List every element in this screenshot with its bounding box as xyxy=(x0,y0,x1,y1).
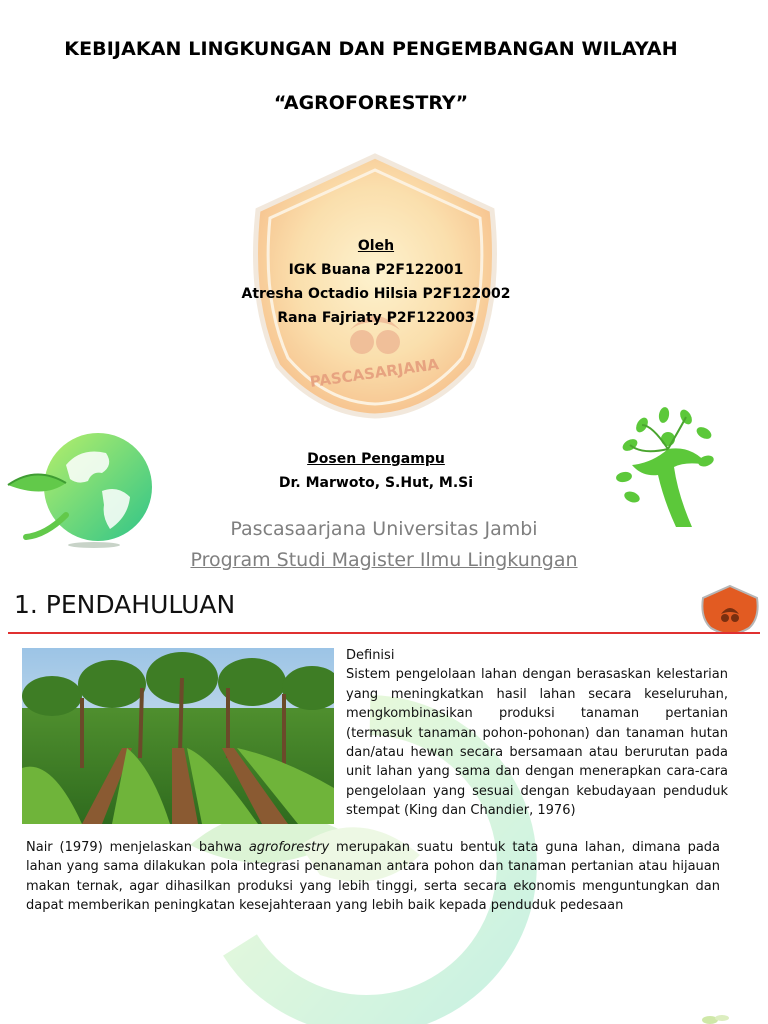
authors-block xyxy=(240,234,512,330)
definition-block xyxy=(346,646,728,821)
definition-text: Sistem pengelolaan lahan dengan berasaskan kelestarian yang meningkatkan hasil lahan secara keseluruhan, mengkombinasikan produksi tanaman pertanian (termasuk tanaman pohon-pohonan) dan tanaman hutan dan/atau hewan secara bersamaan atau berurutan pada unit lahan yang sama dan dengan menerapkan cara-cara pengelolaan yang sesuai dengan kebudayaan penduduk stempat (King dan Chandier, 1976) xyxy=(346,667,728,819)
definition-label: Definisi xyxy=(346,648,395,663)
leaf-person-tree-icon xyxy=(612,405,722,535)
cover-subtitle: “AGROFORESTRY” xyxy=(273,92,469,114)
nair-text-start: Nair (1979) menjelaskan bahwa xyxy=(26,840,249,855)
agroforestry-term: agroforestry xyxy=(248,840,330,855)
university-seal-icon xyxy=(699,584,761,634)
section-divider xyxy=(8,632,760,634)
author-name: IGK Buana P2F122001 xyxy=(288,262,464,278)
lecturer-name: Dr. Marwoto, S.Hut, M.Si xyxy=(278,475,474,491)
leaf-decoration-icon xyxy=(700,1012,730,1024)
nair-paragraph xyxy=(26,838,720,916)
lecturer-block xyxy=(240,447,512,495)
author-name: Atresha Octadio Hilsia P2F122002 xyxy=(241,286,511,302)
author-name: Rana Fajriaty P2F122003 xyxy=(277,310,475,326)
agroforestry-field-photo xyxy=(22,648,334,824)
seal-text: PASCASARJANA xyxy=(308,355,440,392)
nair-text-end: merupakan suatu bentuk tata guna lahan, dimana pada lahan yang sama dilakukan pola integrasi penanaman antara pohon dan tanaman pertanian atau hijauan makan ternak, agar dihasilkan produksi yang lebih tinggi, serta secara ekonomis menguntungkan dan dapat memberikan peningkatan kesejahteraan yang lebih baik kepada penduduk pedesaan xyxy=(26,840,720,914)
university-name: Pascasaarjana Universitas Jambi xyxy=(230,518,538,540)
section-title: 1. PENDAHULUAN xyxy=(14,590,236,619)
cover-title: KEBIJAKAN LINGKUNGAN DAN PENGEMBANGAN WILAYAH xyxy=(64,38,678,60)
lecturer-label: Dosen Pengampu xyxy=(307,451,445,467)
authors-label: Oleh xyxy=(357,238,395,254)
program-name: Program Studi Magister Ilmu Lingkungan xyxy=(190,549,578,571)
